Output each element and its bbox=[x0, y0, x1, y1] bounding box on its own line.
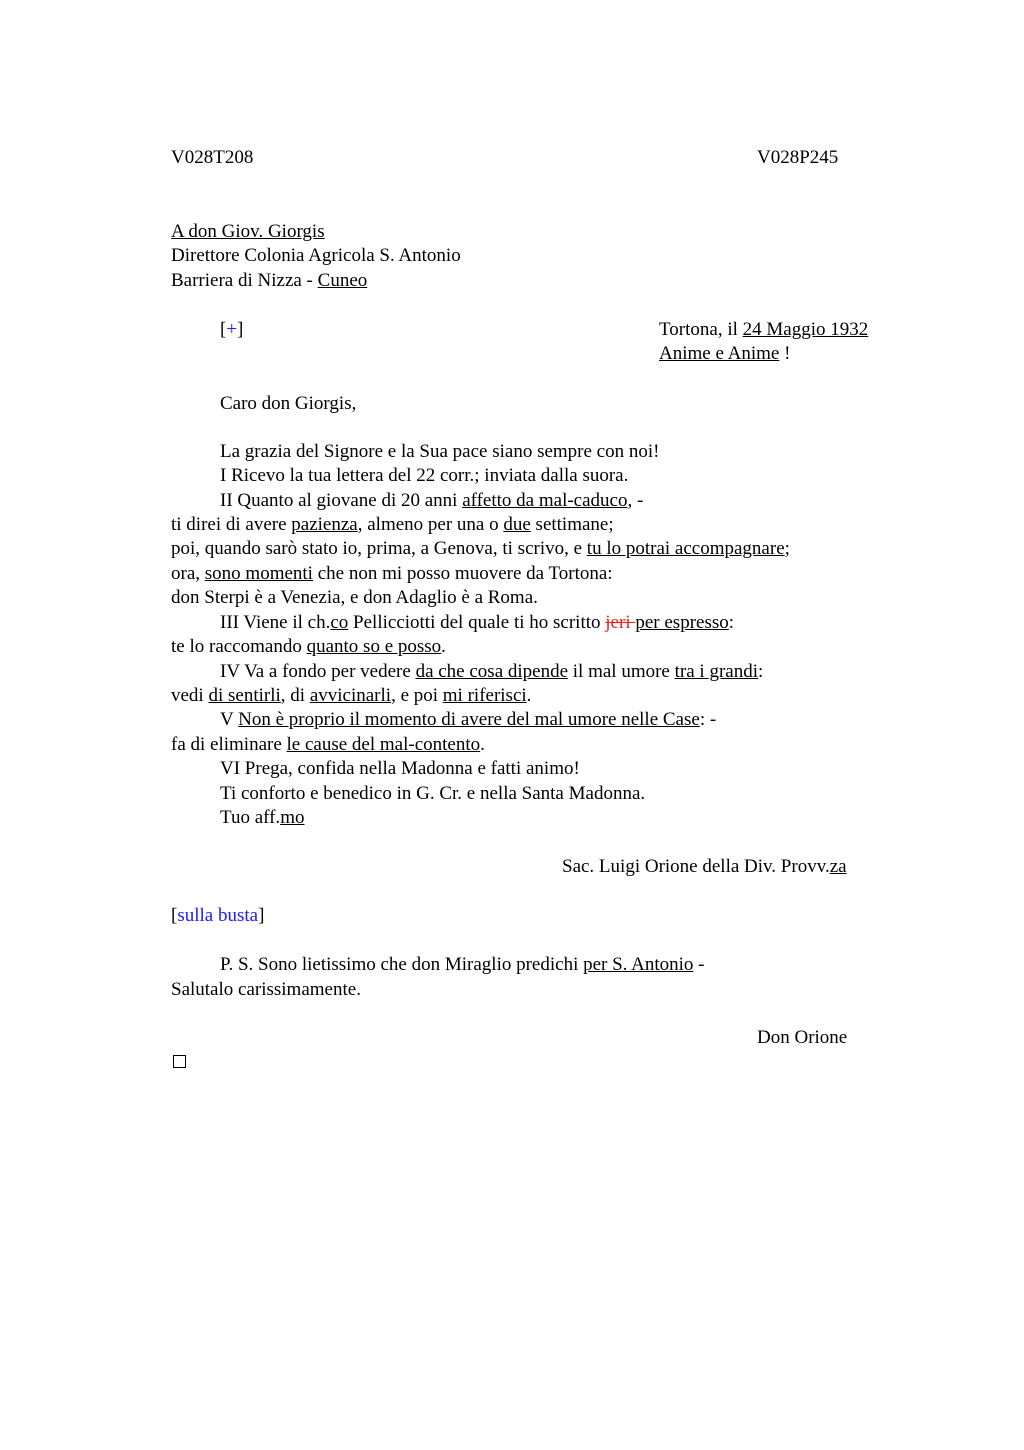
end-square-icon bbox=[173, 1055, 186, 1068]
text-segment: P. S. Sono lietissimo che don Miraglio predichi bbox=[220, 954, 584, 975]
closing-signature: Don Orione bbox=[757, 1027, 848, 1048]
underlined-segment: per S. Antonio bbox=[583, 954, 694, 975]
body-line-1: La grazia del Signore e la Sua pace siano sempre con noi! bbox=[220, 441, 660, 462]
signature-suffix: za bbox=[829, 856, 847, 877]
motto-end: ! bbox=[779, 343, 791, 364]
body-line-8 bbox=[220, 611, 734, 635]
cross-icon: + bbox=[226, 319, 238, 340]
body-line-10 bbox=[220, 660, 763, 684]
postscript-line-1 bbox=[220, 953, 705, 977]
text-segment: V bbox=[220, 709, 239, 730]
body-line-16 bbox=[220, 806, 304, 830]
text-segment: II Quanto al giovane di 20 anni bbox=[220, 490, 463, 511]
underlined-segment: da che cosa dipende bbox=[415, 661, 569, 682]
recipient-name: A don Giov. Giorgis bbox=[171, 221, 325, 242]
text-segment: , almeno per una o bbox=[357, 514, 504, 535]
body-line-2: I Ricevo la tua lettera del 22 corr.; inviata dalla suora. bbox=[220, 465, 629, 486]
motto bbox=[659, 342, 790, 366]
body-line-4 bbox=[171, 513, 614, 537]
address-recipient bbox=[171, 220, 325, 244]
text-segment: , di bbox=[280, 685, 310, 706]
text-segment: III Viene il ch. bbox=[220, 612, 331, 633]
underlined-segment: due bbox=[503, 514, 531, 535]
body-line-3 bbox=[220, 489, 643, 513]
postscript-line-2: Salutalo carissimamente. bbox=[171, 979, 361, 1000]
bracket-close: ] bbox=[237, 319, 244, 340]
text-segment: : bbox=[757, 661, 764, 682]
text-segment: ; bbox=[784, 538, 790, 559]
underlined-segment: le cause del mal-contento bbox=[286, 734, 481, 755]
underlined-segment: tu lo potrai accompagnare bbox=[586, 538, 785, 559]
salutation: Caro don Giorgis, bbox=[220, 393, 357, 414]
dateline-place: Tortona, il bbox=[659, 319, 743, 340]
underlined-segment: mi riferisci bbox=[442, 685, 527, 706]
underlined-segment: di sentirli bbox=[208, 685, 281, 706]
underlined-segment: per espresso bbox=[635, 612, 729, 633]
address-location bbox=[171, 269, 367, 293]
underlined-segment: Non è proprio il momento di avere del mal umore nelle Case bbox=[238, 709, 700, 730]
address-city: Cuneo bbox=[317, 270, 368, 291]
underlined-segment: mo bbox=[280, 807, 305, 828]
motto-text: Anime e Anime bbox=[659, 343, 780, 364]
body-line-11 bbox=[171, 684, 531, 708]
body-line-7: don Sterpi è a Venezia, e don Adaglio è a Roma. bbox=[171, 587, 538, 608]
signature bbox=[562, 855, 847, 879]
text-segment: che non mi posso muovere da Tortona: bbox=[312, 563, 613, 584]
text-segment: . bbox=[480, 734, 485, 755]
text-segment: il mal umore bbox=[568, 661, 675, 682]
text-segment: Tuo aff. bbox=[220, 807, 281, 828]
envelope-note bbox=[171, 904, 264, 928]
text-segment: te lo raccomando bbox=[171, 636, 307, 657]
dateline-date: 24 Maggio 1932 bbox=[742, 319, 869, 340]
underlined-segment: sono momenti bbox=[204, 563, 313, 584]
text-segment: - bbox=[693, 954, 705, 975]
text-segment: . bbox=[441, 636, 446, 657]
body-line-12 bbox=[220, 708, 716, 732]
text-segment: , - bbox=[627, 490, 644, 511]
text-segment: vedi bbox=[171, 685, 209, 706]
dateline bbox=[659, 318, 868, 342]
bracket-open: [ bbox=[220, 319, 227, 340]
bracket-close: ] bbox=[258, 905, 265, 926]
address-title: Direttore Colonia Agricola S. Antonio bbox=[171, 245, 461, 266]
underlined-segment: pazienza bbox=[291, 514, 358, 535]
cross-mark bbox=[220, 318, 243, 342]
text-segment: : bbox=[728, 612, 735, 633]
body-line-6 bbox=[171, 562, 613, 586]
bracket-open: [ bbox=[171, 905, 178, 926]
text-segment: , e poi bbox=[391, 685, 443, 706]
underlined-segment: co bbox=[330, 612, 349, 633]
deleted-segment: jeri bbox=[605, 612, 636, 633]
text-segment: . bbox=[526, 685, 532, 706]
signature-text: Sac. Luigi Orione della Div. Provv. bbox=[562, 856, 830, 877]
underlined-segment: affetto da mal-caduco bbox=[462, 490, 628, 511]
underlined-segment: quanto so e posso bbox=[306, 636, 442, 657]
body-line-15: Ti conforto e benedico in G. Cr. e nella Santa Madonna. bbox=[220, 783, 646, 804]
body-line-13 bbox=[171, 733, 485, 757]
text-segment: Pellicciotti del quale ti ho scritto bbox=[348, 612, 606, 633]
body-line-9 bbox=[171, 635, 446, 659]
envelope-note-label: sulla busta bbox=[177, 905, 259, 926]
text-segment: ora, bbox=[171, 563, 205, 584]
underlined-segment: avvicinarli bbox=[309, 685, 392, 706]
text-segment: IV Va a fondo per vedere bbox=[220, 661, 416, 682]
address-location-text: Barriera di Nizza - bbox=[171, 270, 318, 291]
body-line-5 bbox=[171, 537, 790, 561]
text-segment: : - bbox=[699, 709, 717, 730]
body-line-14: VI Prega, confida nella Madonna e fatti animo! bbox=[220, 758, 580, 779]
document-code-right: V028P245 bbox=[757, 147, 839, 168]
text-segment: fa di eliminare bbox=[171, 734, 287, 755]
text-segment: settimane; bbox=[530, 514, 614, 535]
document-code-left: V028T208 bbox=[171, 147, 254, 168]
text-segment: poi, quando sarò stato io, prima, a Genova, ti scrivo, e bbox=[171, 538, 587, 559]
underlined-segment: tra i grandi bbox=[674, 661, 758, 682]
text-segment: ti direi di avere bbox=[171, 514, 292, 535]
